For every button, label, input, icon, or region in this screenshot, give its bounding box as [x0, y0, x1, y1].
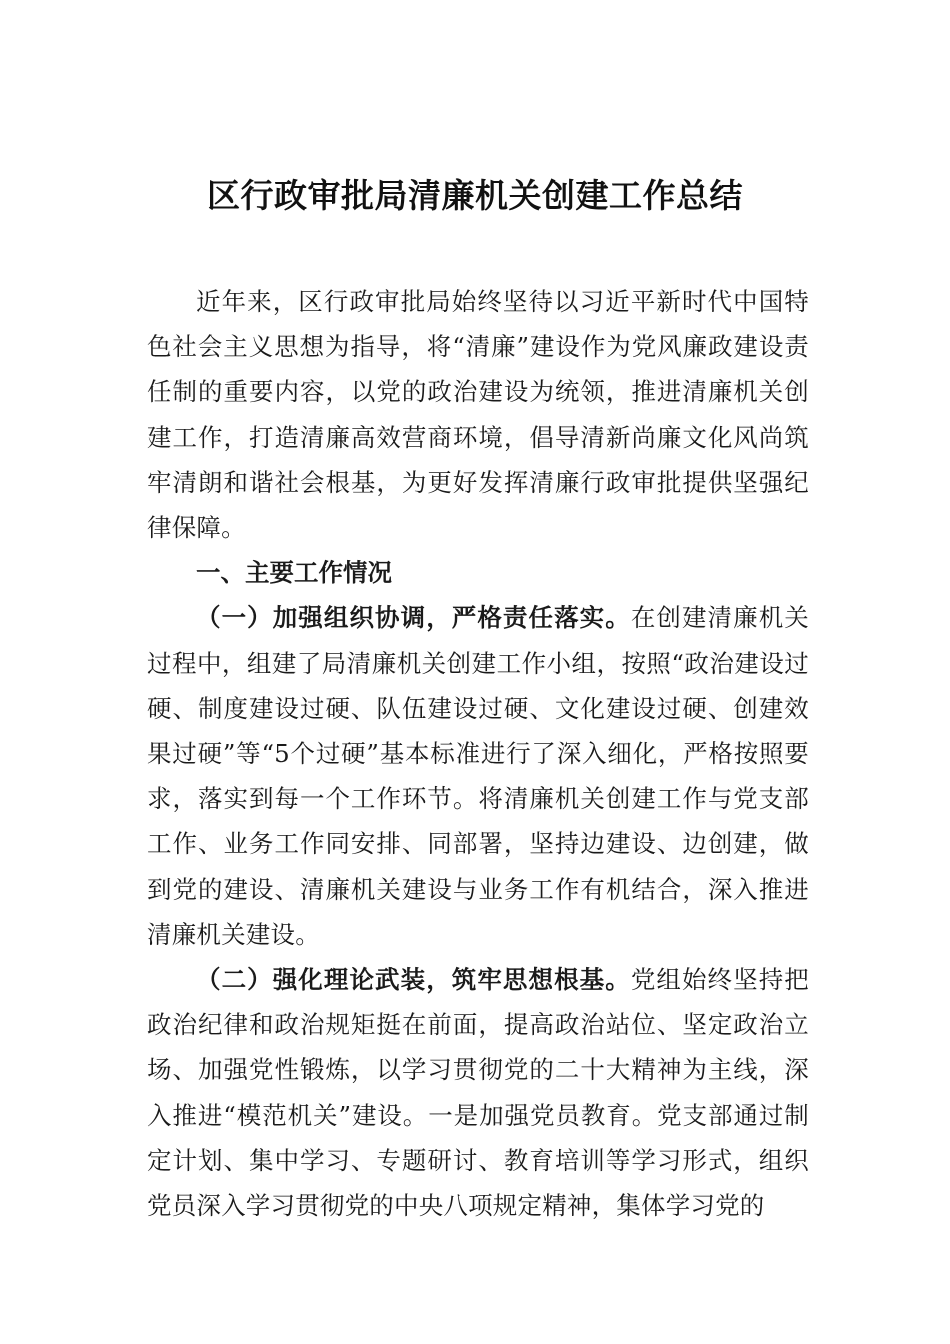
paragraph-lead-heading: （二）强化理论武装，筑牢思想根基。 [196, 965, 631, 995]
paragraph-lead-heading: （一）加强组织协调，严格责任落实。 [196, 603, 631, 633]
paragraph-body-text: 在创建清廉机关过程中，组建了局清廉机关创建工作小组，按照“政治建设过硬、制度建设过硬、队伍建设过硬、文化建设过硬、创建效果过硬”等“5个过硬”基本标准进行了深入细化，严格按照要求，落实到每一个工作环节。将清廉机关创建工作与党支部工作、业务工作同安排、同部署，坚持边建设、边创建，做到党的建设、清廉机关建设与业务工作有机结合，深入推进清廉机关建设。 [147, 603, 809, 949]
paragraph-theory-study [147, 957, 809, 1228]
document-title: 区行政审批局清廉机关创建工作总结 [207, 176, 743, 215]
paragraph-body-text: 党组始终坚持把政治纪律和政治规矩挺在前面，提高政治站位、坚定政治立场、加强党性锻炼，以学习贯彻党的二十大精神为主线，深入推进“模范机关”建设。一是加强党员教育。党支部通过制定计划、集中学习、专题研讨、教育培训等学习形式，组织党员深入学习贯彻党的中央八项规定精神，集体学习党的 [147, 965, 809, 1221]
intro-paragraph: 近年来，区行政审批局始终坚待以习近平新时代中国特色社会主义思想为指导，将“清廉”建设作为党风廉政建设责任制的重要内容，以党的政治建设为统领，推进清廉机关创建工作，打造清廉高效营商环境，倡导清新尚廉文化风尚筑牢清朗和谐社会根基，为更好发挥清廉行政审批提供坚强纪律保障。 [147, 287, 809, 543]
paragraph-organization-coordination [147, 595, 809, 957]
section-heading-main-work: 一、主要工作情况 [196, 558, 392, 588]
document-body [147, 279, 809, 1228]
